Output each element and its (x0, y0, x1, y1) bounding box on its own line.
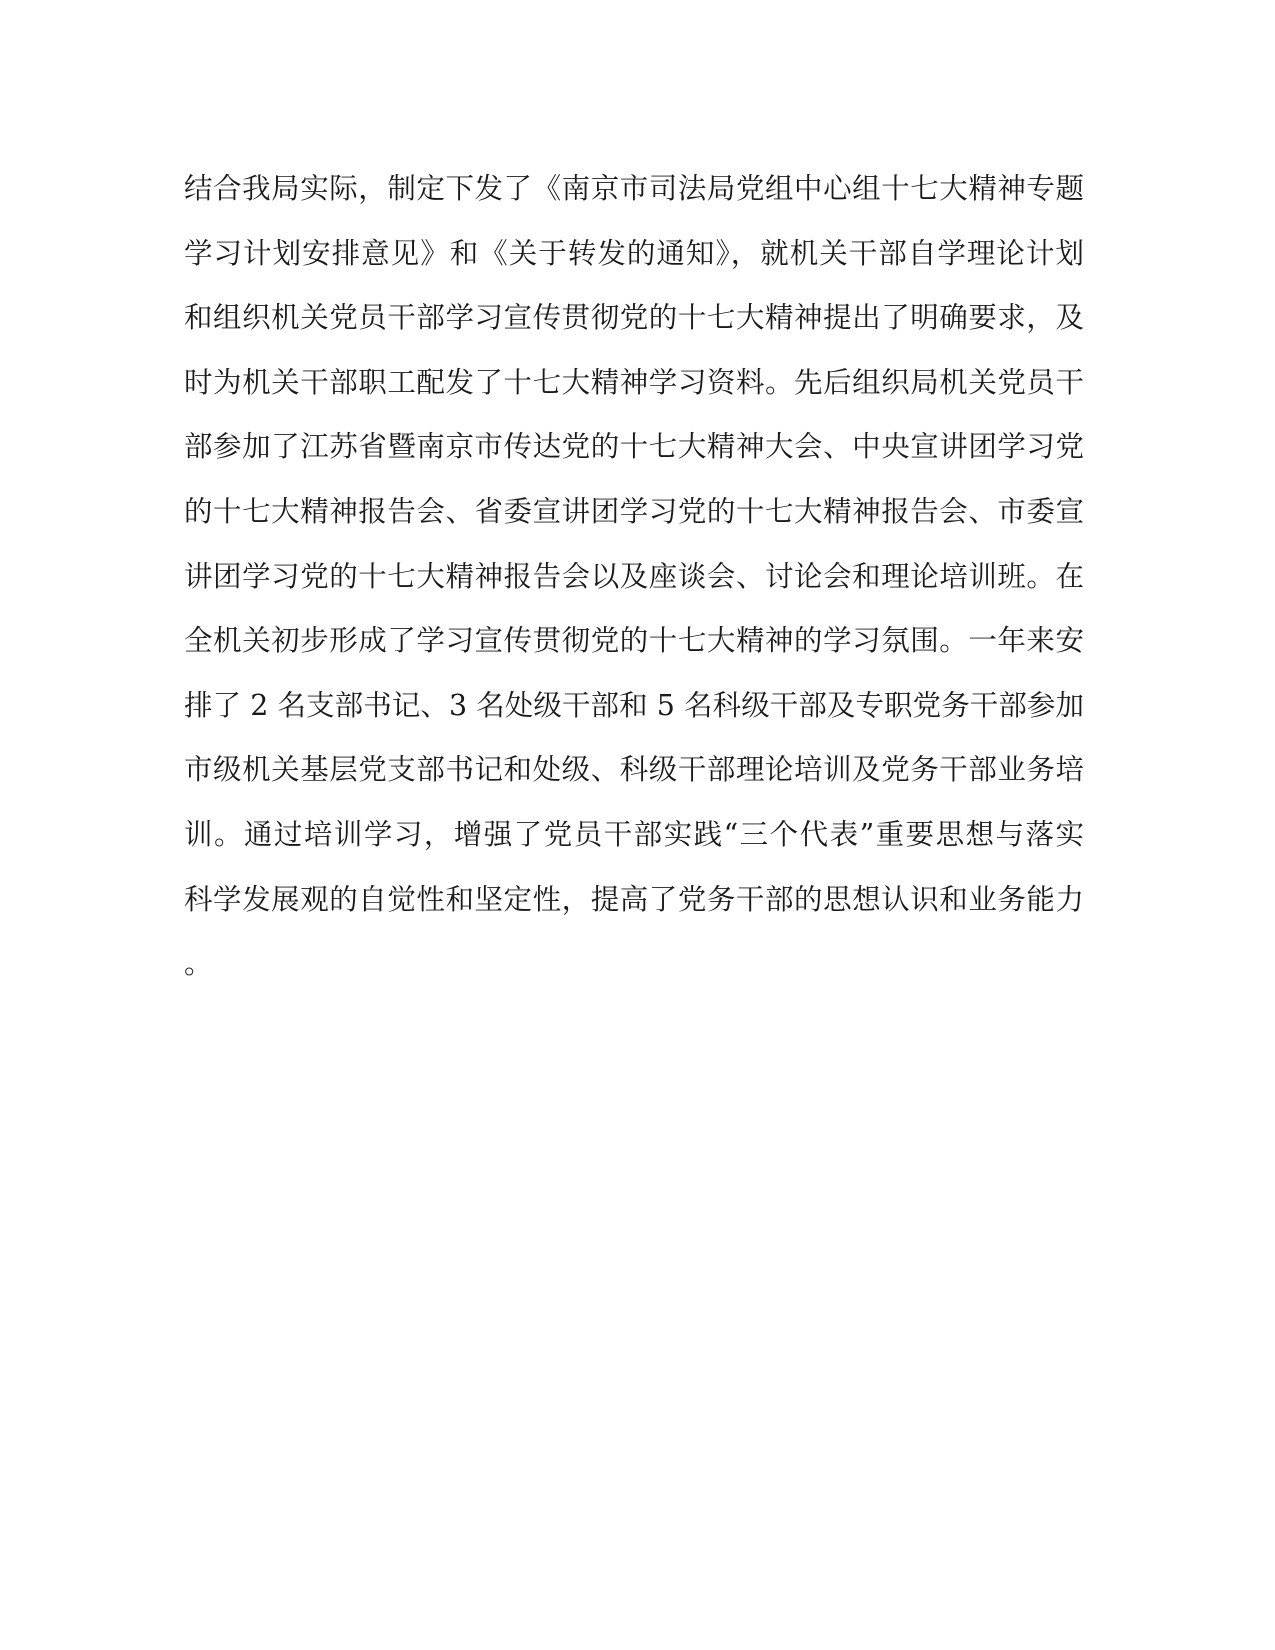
body-paragraph (184, 157, 1084, 997)
text-line: 时为机关干部职工配发了十七大精神学习资料。先后组织局机关党员干 (184, 365, 1084, 399)
text-line: 训。通过培训学习，增强了党员干部实践“三个代表”重要思想与落实 (184, 817, 1084, 851)
text-line: 全机关初步形成了学习宣传贯彻党的十七大精神的学习氛围。一年来安 (184, 624, 1084, 658)
text-line: 部参加了江苏省暨南京市传达党的十七大精神大会、中央宣讲团学习党 (184, 430, 1084, 464)
text-line: 科学发展观的自觉性和坚定性，提高了党务干部的思想认识和业务能力 (184, 882, 1084, 916)
text-line: 讲团学习党的十七大精神报告会以及座谈会、讨论会和理论培训班。在 (184, 559, 1084, 593)
text-line: 市级机关基层党支部书记和处级、科级干部理论培训及党务干部业务培 (184, 753, 1084, 787)
text-line: 的十七大精神报告会、省委宣讲团学习党的十七大精神报告会、市委宣 (184, 494, 1084, 528)
text-line: 学习计划安排意见》和《关于转发的通知》，就机关干部自学理论计划 (184, 236, 1084, 270)
text-line: 和组织机关党员干部学习宣传贯彻党的十七大精神提出了明确要求，及 (184, 301, 1084, 335)
text-line: 结合我局实际，制定下发了《南京市司法局党组中心组十七大精神专题 (184, 172, 1084, 205)
text-line: 。 (184, 947, 213, 981)
text-line: 排了 2 名支部书记、3 名处级干部和 5 名科级干部及专职党务干部参加 (184, 688, 1084, 722)
